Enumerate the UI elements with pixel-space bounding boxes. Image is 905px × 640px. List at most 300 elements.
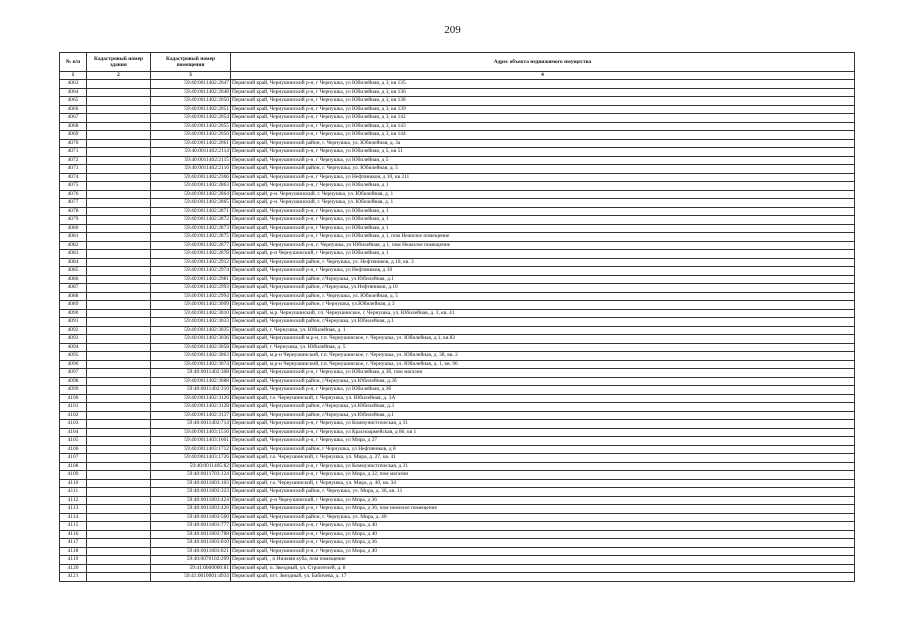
- building-cadastral-number: [87, 292, 151, 301]
- table-row: [60, 530, 855, 539]
- row-number: 4069: [60, 131, 87, 140]
- row-number: 4103: [60, 420, 87, 429]
- building-cadastral-number: [87, 394, 151, 403]
- premises-cadastral-number: 59:40:0011402:2047: [151, 80, 231, 89]
- object-address: Пермский край, м.р. Чернушинский, г.п. Чернушинское, г. Чернушка, ул. Юбилейная, д. 3, кв. 41: [231, 309, 855, 318]
- building-cadastral-number: [87, 522, 151, 531]
- premises-cadastral-number: 59:40:0011402:2872: [151, 216, 231, 225]
- premises-cadastral-number: 59:40:0011803:323: [151, 488, 231, 497]
- table-row: [60, 445, 855, 454]
- row-number: 4118: [60, 547, 87, 556]
- object-address: Пермский край, пгт. Звездный, ул. Бабичева, д. 17: [231, 573, 855, 582]
- table-row: [60, 301, 855, 310]
- building-cadastral-number: [87, 326, 151, 335]
- premises-cadastral-number: 59:40:0011402:2865: [151, 199, 231, 208]
- building-cadastral-number: [87, 318, 151, 327]
- row-number: 4096: [60, 360, 87, 369]
- table-row: [60, 403, 855, 412]
- building-cadastral-number: [87, 122, 151, 131]
- building-cadastral-number: [87, 114, 151, 123]
- row-number: 4086: [60, 275, 87, 284]
- premises-cadastral-number: 59:40:0011402:2056: [151, 131, 231, 140]
- row-number: 4098: [60, 377, 87, 386]
- building-cadastral-number: [87, 301, 151, 310]
- object-address: Пермский край, Чернушинский р-н, г Чернушка, ул Юбилейная, д 3, кв 138: [231, 97, 855, 106]
- building-cadastral-number: [87, 216, 151, 225]
- object-address: Пермский край, Чернушинский район, г. Чернушка, ул. Юбилейная, д. 5: [231, 292, 855, 301]
- object-address: Пермский край, Чернушинский р-н, г Чернушка, ул Коммунистическая, д 31: [231, 462, 855, 471]
- object-address: Пермский край, Чернушинский р-н, г Чернушка, ул Юбилейная, д 5: [231, 156, 855, 165]
- table-row: [60, 369, 855, 378]
- object-address: Пермский край, Чернушинский р-н, г Чернушка, ул Нефтяников, д 10: [231, 267, 855, 276]
- object-address: Пермский край, п. Звездный, ул. Строителей, д. 8: [231, 564, 855, 573]
- object-address: Пермский край, Чернушинский р-н, г Чернушка, ул Юбилейная, д 5, кв 51: [231, 148, 855, 157]
- object-address: Пермский край, Чернушинский р-н, г Чернушка, ул Мира, д 40: [231, 530, 855, 539]
- row-number: 4094: [60, 343, 87, 352]
- row-number: 4120: [60, 564, 87, 573]
- table-row: [60, 199, 855, 208]
- table-row: [60, 343, 855, 352]
- building-cadastral-number: [87, 173, 151, 182]
- object-address: Пермский край, Чернушинский район, г.Чернушка, ул.Юбилейная, д.3б: [231, 377, 855, 386]
- building-cadastral-number: [87, 539, 151, 548]
- object-address: Пермский край, г.о. Чернушинский, г. Чернушка, ул. Мира, д. 27, кв. 41: [231, 454, 855, 463]
- object-address: Пермский край, Чернушинский р-н, г Чернушка, ул Юбилейная, д 1: [231, 216, 855, 225]
- building-cadastral-number: [87, 471, 151, 480]
- building-cadastral-number: [87, 386, 151, 395]
- row-number: 4088: [60, 292, 87, 301]
- row-number: 4092: [60, 326, 87, 335]
- premises-cadastral-number: 59:40:0011402:3126: [151, 394, 231, 403]
- table-row: [60, 471, 855, 480]
- row-number: 4075: [60, 182, 87, 191]
- row-number: 4105: [60, 437, 87, 446]
- premises-cadastral-number: 59:40:0011402:2055: [151, 122, 231, 131]
- object-address: Пермский край, Чернушинский р-н, г Чернушка, ул Юбилейная, д 3, кв 144: [231, 131, 855, 140]
- property-register-table: [59, 52, 855, 582]
- object-address: Пермский край, Чернушинский район, г Чернушка, ул Нефтяников, д 8: [231, 445, 855, 454]
- object-address: Пермский край, Чернушинский р-н, г Чернушка, ул Юбилейная, д 3, кв 142: [231, 114, 855, 123]
- column-index: 4: [231, 72, 855, 80]
- row-number: 4104: [60, 428, 87, 437]
- row-number: 4079: [60, 216, 87, 225]
- object-address: Пермский край, Чернушинский р-н, г Чернушка, ул Юбилейная, д 1: [231, 182, 855, 191]
- table-row: [60, 190, 855, 199]
- table-row: [60, 394, 855, 403]
- object-address: Пермский край, Чернушинский р-н, г Чернушка, ул Юбилейная, д 1, пом Нежилое помещение: [231, 233, 855, 242]
- building-cadastral-number: [87, 377, 151, 386]
- building-cadastral-number: [87, 573, 151, 582]
- building-cadastral-number: [87, 97, 151, 106]
- column-index: 2: [87, 72, 151, 80]
- table-row: [60, 420, 855, 429]
- premises-cadastral-number: 59:40:0011402:2366: [151, 173, 231, 182]
- table-row: [60, 292, 855, 301]
- table-row: [60, 556, 855, 565]
- table-row: [60, 539, 855, 548]
- object-address: Пермский край, р-н Чернушинский, г Чернушка, ул Юбилейная, д 1: [231, 250, 855, 259]
- object-address: Пермский край, м.р-н Чернушинский, г.п. Чернушинское, г. Чернушка, ул. Юбилейная, д. 3б, кв. 2: [231, 352, 855, 361]
- object-address: Пермский край, Чернушинский район, г. Чернушка, ул. Мира, д. 40: [231, 513, 855, 522]
- table-row: [60, 573, 855, 582]
- premises-cadastral-number: 59:40:0011403:1516: [151, 428, 231, 437]
- premises-cadastral-number: 59:41:0010001:4934: [151, 573, 231, 582]
- building-cadastral-number: [87, 139, 151, 148]
- row-number: 4074: [60, 173, 87, 182]
- table-row: [60, 114, 855, 123]
- row-number: 4121: [60, 573, 87, 582]
- column-index: 3: [151, 72, 231, 80]
- row-number: 4115: [60, 522, 87, 531]
- building-cadastral-number: [87, 131, 151, 140]
- row-number: 4090: [60, 309, 87, 318]
- row-number: 4093: [60, 335, 87, 344]
- premises-cadastral-number: 59:40:0011803:777: [151, 522, 231, 531]
- table-row: [60, 284, 855, 293]
- object-address: Пермский край, Чернушинский район, г. Чернушка, ул. Юбилейная, д. 5: [231, 165, 855, 174]
- object-address: Пермский край, Чернушинский район, г Чернушка, ул.Юбилейная, д 3: [231, 301, 855, 310]
- table-row: [60, 411, 855, 420]
- premises-cadastral-number: 59:40:0011402:3036: [151, 335, 231, 344]
- premises-cadastral-number: 59:40:0011803:821: [151, 547, 231, 556]
- table-row: [60, 267, 855, 276]
- premises-cadastral-number: 59:41:0000000:81: [151, 564, 231, 573]
- header-premises-cadastral: Кадастровый номер помещения: [151, 53, 231, 72]
- building-cadastral-number: [87, 190, 151, 199]
- premises-cadastral-number: 59:40:0011803:810: [151, 539, 231, 548]
- header-row-number: № п/п: [60, 53, 87, 72]
- object-address: Пермский край, Чернушинский р-н, г Чернушка, ул Юбилейная, д 1: [231, 207, 855, 216]
- premises-cadastral-number: 59:40:0011402:2877: [151, 241, 231, 250]
- object-address: Пермский край, Чернушинский район, г. Чернушка, ул. Нефтяников, д 10, кв. 3: [231, 258, 855, 267]
- premises-cadastral-number: 59:40:0011402:3128: [151, 403, 231, 412]
- row-number: 4089: [60, 301, 87, 310]
- premises-cadastral-number: 59:40:0011402:310: [151, 386, 231, 395]
- table-row: [60, 148, 855, 157]
- row-number: 4076: [60, 190, 87, 199]
- building-cadastral-number: [87, 352, 151, 361]
- building-cadastral-number: [87, 530, 151, 539]
- premises-cadastral-number: 59:40:0011402:3010: [151, 309, 231, 318]
- row-number: 4081: [60, 233, 87, 242]
- object-address: Пермский край, Чернушинский р-н, г Чернушка, ул Юбилейная, д 3, кв 143: [231, 122, 855, 131]
- row-number: 4097: [60, 369, 87, 378]
- building-cadastral-number: [87, 360, 151, 369]
- object-address: Пермский край, м.р-н Чернушинский, г.п. Чернушинское, г. Чернушка, ул. Юбилейная, д. 1, кв. 96: [231, 360, 855, 369]
- row-number: 4111: [60, 488, 87, 497]
- table-row: [60, 105, 855, 114]
- premises-cadastral-number: 59:40:0011402:3009: [151, 301, 231, 310]
- row-number: 4065: [60, 97, 87, 106]
- premises-cadastral-number: 59:40:0011402:2878: [151, 250, 231, 259]
- premises-cadastral-number: 59:40:0011402:2994: [151, 292, 231, 301]
- object-address: Пермский край, Чернушинский р-н, г. Чернушка, ул Юбилейная, д 1, пом Нежилое помещение: [231, 241, 855, 250]
- table-row: [60, 335, 855, 344]
- row-number: 4106: [60, 445, 87, 454]
- row-number: 4107: [60, 454, 87, 463]
- premises-cadastral-number: 59:40:0011402:3063: [151, 352, 231, 361]
- row-number: 4070: [60, 139, 87, 148]
- premises-cadastral-number: 59:40:0011402:2048: [151, 88, 231, 97]
- building-cadastral-number: [87, 207, 151, 216]
- table-row: [60, 224, 855, 233]
- table-row: [60, 165, 855, 174]
- premises-cadastral-number: 59:40:0011403:1601: [151, 437, 231, 446]
- object-address: Пермский край, Чернушинский район, г.Чернушка, ул.Юбилейная, д.1: [231, 411, 855, 420]
- premises-cadastral-number: 59:40:0011402:714: [151, 420, 231, 429]
- column-index: 1: [60, 72, 87, 80]
- row-number: 4119: [60, 556, 87, 565]
- object-address: Пермский край, Чернушинский р-н, г Чернушка, ул Красноармейская, д 86, кв 1: [231, 428, 855, 437]
- header-building-cadastral: Кадастровый номер здания: [87, 53, 151, 72]
- table-row: [60, 207, 855, 216]
- building-cadastral-number: [87, 105, 151, 114]
- table-row: [60, 326, 855, 335]
- building-cadastral-number: [87, 513, 151, 522]
- row-number: 4091: [60, 318, 87, 327]
- table-row: [60, 488, 855, 497]
- premises-cadastral-number: 59:40:0011803:103: [151, 479, 231, 488]
- object-address: Пермский край, Чернушинский р-н, г Чернушка, ул Юбилейная, д 3, кв 135: [231, 80, 855, 89]
- table-row: [60, 547, 855, 556]
- column-index-row: [60, 72, 855, 80]
- premises-cadastral-number: 59:40:0011402:2054: [151, 114, 231, 123]
- table-row: [60, 250, 855, 259]
- table-row: [60, 522, 855, 531]
- premises-cadastral-number: 59:40:0011402:2863: [151, 182, 231, 191]
- row-number: 4080: [60, 224, 87, 233]
- row-number: 4068: [60, 122, 87, 131]
- row-number: 4116: [60, 530, 87, 539]
- table-row: [60, 479, 855, 488]
- row-number: 4112: [60, 496, 87, 505]
- table-row: [60, 318, 855, 327]
- object-address: Пермский край, р-н. Чернушинский, г. Чернушка, ул. Юбилейная, д. 1: [231, 190, 855, 199]
- object-address: Пермский край, Чернушинский р-н, г Чернушка, ул Мира, д 22, пом магазин: [231, 471, 855, 480]
- premises-cadastral-number: 59:40:0011402:2116: [151, 165, 231, 174]
- premises-cadastral-number: 59:40:0011402:2061: [151, 139, 231, 148]
- object-address: Пермский край, г.о. Чернушинский, г. Чернушка, ул. Юбилейная, д. 3А: [231, 394, 855, 403]
- object-address: Пермский край, Чернушинский р-н, г Чернушка, ул Юбилейная, д 3б: [231, 386, 855, 395]
- object-address: Пермский край, Чернушинский р-н, г Чернушка, ул Юбилейная, д 3, кв 139: [231, 105, 855, 114]
- table-row: [60, 496, 855, 505]
- row-number: 4071: [60, 148, 87, 157]
- building-cadastral-number: [87, 564, 151, 573]
- row-number: 4063: [60, 80, 87, 89]
- object-address: Пермский край, Чернушинский р-н, г Чернушка, ул Мира, д 27: [231, 437, 855, 446]
- premises-cadastral-number: 59:40:0011803:426: [151, 505, 231, 514]
- building-cadastral-number: [87, 275, 151, 284]
- building-cadastral-number: [87, 462, 151, 471]
- building-cadastral-number: [87, 258, 151, 267]
- table-row: [60, 233, 855, 242]
- table-row: [60, 505, 855, 514]
- table-row: [60, 513, 855, 522]
- table-row: [60, 377, 855, 386]
- row-number: 4108: [60, 462, 87, 471]
- building-cadastral-number: [87, 267, 151, 276]
- building-cadastral-number: [87, 496, 151, 505]
- building-cadastral-number: [87, 309, 151, 318]
- table-row: [60, 80, 855, 89]
- table-row: [60, 131, 855, 140]
- building-cadastral-number: [87, 156, 151, 165]
- object-address: Пермский край, , п Нижняя куба, пом помещение: [231, 556, 855, 565]
- row-number: 4072: [60, 156, 87, 165]
- object-address: Пермский край, Чернушинский р-н, г Чернушка, ул Мира, д 40: [231, 547, 855, 556]
- row-number: 4095: [60, 352, 87, 361]
- row-number: 4099: [60, 386, 87, 395]
- object-address: Пермский край, Чернушинский район, г.Чернушка, ул.Нефтяников, д.10: [231, 284, 855, 293]
- premises-cadastral-number: 59:40:0011405:82: [151, 462, 231, 471]
- building-cadastral-number: [87, 445, 151, 454]
- row-number: 4100: [60, 394, 87, 403]
- object-address: Пермский край, Чернушинский район, г. Чернушка, ул. Юбилейная, д. 3а: [231, 139, 855, 148]
- row-number: 4087: [60, 284, 87, 293]
- row-number: 4110: [60, 479, 87, 488]
- table-row: [60, 309, 855, 318]
- object-address: Пермский край, Чернушинский м.р-н, г.п. Чернушинское, г. Чернушка, ул. Юбилейная, д.1, кв.82: [231, 335, 855, 344]
- row-number: 4113: [60, 505, 87, 514]
- table-row: [60, 156, 855, 165]
- row-number: 4083: [60, 250, 87, 259]
- row-number: 4102: [60, 411, 87, 420]
- table-row: [60, 88, 855, 97]
- building-cadastral-number: [87, 241, 151, 250]
- object-address: Пермский край, Чернушинский р-н, г Чернушка, ул Нефтяников, д 10, кв 211: [231, 173, 855, 182]
- building-cadastral-number: [87, 182, 151, 191]
- premises-cadastral-number: 59:40:0011402:3033: [151, 318, 231, 327]
- object-address: Пермский край, р-н. Чернушинский, г. Чернушка, ул. Юбилейная, д. 1: [231, 199, 855, 208]
- premises-cadastral-number: 59:40:0011402:2981: [151, 275, 231, 284]
- premises-cadastral-number: 59:40:0011402:2050: [151, 97, 231, 106]
- table-row: [60, 454, 855, 463]
- object-address: Пермский край, Чернушинский район, г.Чернушка, ул.Юбилейная, д.3: [231, 403, 855, 412]
- object-address: Пермский край, Чернушинский р-н, г Чернушка, ул Юбилейная, д 1: [231, 224, 855, 233]
- premises-cadastral-number: 59:40:0011402:3088: [151, 377, 231, 386]
- row-number: 4066: [60, 105, 87, 114]
- building-cadastral-number: [87, 488, 151, 497]
- row-number: 4117: [60, 539, 87, 548]
- building-cadastral-number: [87, 411, 151, 420]
- premises-cadastral-number: 59:40:0011803:424: [151, 496, 231, 505]
- table-row: [60, 216, 855, 225]
- premises-cadastral-number: 59:40:0011402:2115: [151, 156, 231, 165]
- premises-cadastral-number: 59:40:0011402:3137: [151, 411, 231, 420]
- table-row: [60, 437, 855, 446]
- object-address: Пермский край, г. Чернушка, ул. Юбилейная, д. 5: [231, 343, 855, 352]
- row-number: 4077: [60, 199, 87, 208]
- premises-cadastral-number: 59:40:0011402:2875: [151, 233, 231, 242]
- table-row: [60, 139, 855, 148]
- object-address: Пермский край, Чернушинский р-н, г Чернушка, ул Мира, д 36, пом нежилое помещение: [231, 505, 855, 514]
- table-header-row: [60, 53, 855, 72]
- table-row: [60, 360, 855, 369]
- row-number: 4073: [60, 165, 87, 174]
- table-row: [60, 173, 855, 182]
- premises-cadastral-number: 59:40:0011402:2051: [151, 105, 231, 114]
- building-cadastral-number: [87, 403, 151, 412]
- row-number: 4067: [60, 114, 87, 123]
- table-row: [60, 462, 855, 471]
- building-cadastral-number: [87, 437, 151, 446]
- table-row: [60, 386, 855, 395]
- row-number: 4064: [60, 88, 87, 97]
- premises-cadastral-number: 59:40:0011402:308: [151, 369, 231, 378]
- building-cadastral-number: [87, 284, 151, 293]
- table-row: [60, 428, 855, 437]
- building-cadastral-number: [87, 80, 151, 89]
- building-cadastral-number: [87, 479, 151, 488]
- building-cadastral-number: [87, 224, 151, 233]
- row-number: 4114: [60, 513, 87, 522]
- object-address: Пермский край, Чернушинский р-н, г Чернушка, ул Мира, д 36: [231, 539, 855, 548]
- object-address: Пермский край, Чернушинский р-н, г Чернушка, ул Юбилейная, д 3б, пом магазин: [231, 369, 855, 378]
- table-row: [60, 182, 855, 191]
- building-cadastral-number: [87, 199, 151, 208]
- object-address: Пермский край, Чернушинский район, г.Чернушка, ул.Юбилейная, д.1: [231, 275, 855, 284]
- table-row: [60, 122, 855, 131]
- premises-cadastral-number: 59:40:0011403:1712: [151, 445, 231, 454]
- table-row: [60, 275, 855, 284]
- object-address: Пермский край, Чернушинский р-н, г Чернушка, ул Коммунистическая, д 31: [231, 420, 855, 429]
- building-cadastral-number: [87, 420, 151, 429]
- header-address: Адрес объекта недвижимого имущества: [231, 53, 855, 72]
- premises-cadastral-number: 59:40:0011402:2871: [151, 207, 231, 216]
- object-address: Пермский край, Чернушинский район, г. Чернушка, ул. Мира, д. 36, кв. 11: [231, 488, 855, 497]
- table-row: [60, 97, 855, 106]
- object-address: Пермский край, р-н Чернушинский, г Чернушка, ул Мира, д 36: [231, 496, 855, 505]
- building-cadastral-number: [87, 165, 151, 174]
- building-cadastral-number: [87, 454, 151, 463]
- premises-cadastral-number: 59:40:0011402:2993: [151, 284, 231, 293]
- building-cadastral-number: [87, 88, 151, 97]
- object-address: Пермский край, Чернушинский р-н, г Чернушка, ул Мира, д 40: [231, 522, 855, 531]
- premises-cadastral-number: 59:40:0011402:2912: [151, 258, 231, 267]
- premises-cadastral-number: 59:40:0011402:3035: [151, 326, 231, 335]
- building-cadastral-number: [87, 505, 151, 514]
- premises-cadastral-number: 59:40:0011803:788: [151, 530, 231, 539]
- row-number: 4082: [60, 241, 87, 250]
- table-row: [60, 258, 855, 267]
- building-cadastral-number: [87, 233, 151, 242]
- premises-cadastral-number: 59:40:0011402:2873: [151, 224, 231, 233]
- premises-cadastral-number: 59:40:0011803:560: [151, 513, 231, 522]
- premises-cadastral-number: 59:40:0011402:2974: [151, 267, 231, 276]
- row-number: 4085: [60, 267, 87, 276]
- building-cadastral-number: [87, 369, 151, 378]
- row-number: 4084: [60, 258, 87, 267]
- building-cadastral-number: [87, 556, 151, 565]
- building-cadastral-number: [87, 547, 151, 556]
- premises-cadastral-number: 59:40:0011402:3058: [151, 343, 231, 352]
- row-number: 4078: [60, 207, 87, 216]
- object-address: Пермский край, Чернушинский р-н, г Чернушка, ул Юбилейная, д 3, кв 136: [231, 88, 855, 97]
- building-cadastral-number: [87, 428, 151, 437]
- building-cadastral-number: [87, 343, 151, 352]
- premises-cadastral-number: 59:40:0011402:3074: [151, 360, 231, 369]
- table-row: [60, 241, 855, 250]
- object-address: Пермский край, Чернушинский район, г.Чернушка, ул.Юбилейная, д.1: [231, 318, 855, 327]
- row-number: 4101: [60, 403, 87, 412]
- premises-cadastral-number: 59:40:0011402:2114: [151, 148, 231, 157]
- row-number: 4109: [60, 471, 87, 480]
- object-address: Пермский край, г. Чернушка, ул. Юбилейная, д. 1: [231, 326, 855, 335]
- table-row: [60, 564, 855, 573]
- object-address: Пермский край, г.о. Чернушинский, г. Чернушка, ул. Мира, д. 40, кв. 34: [231, 479, 855, 488]
- building-cadastral-number: [87, 335, 151, 344]
- premises-cadastral-number: 59:40:0011402:2864: [151, 190, 231, 199]
